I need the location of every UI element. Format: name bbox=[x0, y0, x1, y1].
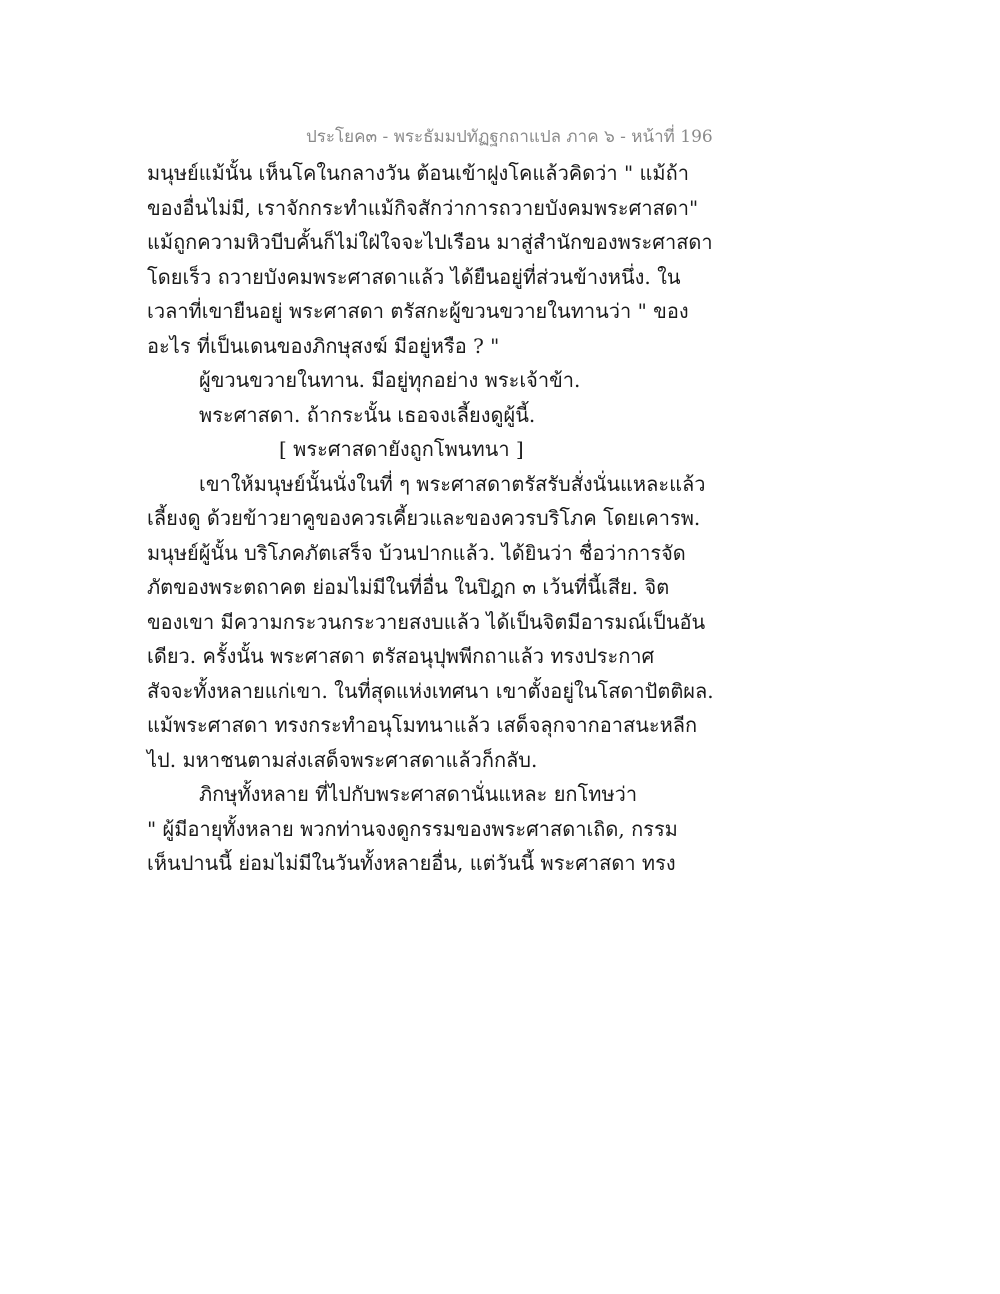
body-text bbox=[147, 156, 714, 881]
text-line: ภัตของพระตถาคต ย่อมไม่มีในที่อื่น ในปิฎก ๓ เว้นที่นี้เสีย. จิต bbox=[147, 575, 670, 599]
section-heading: [ พระศาสดายังถูกโพนทนา ] bbox=[279, 437, 524, 461]
paragraph-first-line: เขาให้มนุษย์นั้นนั่งในที่ ๆ พระศาสดาตรัสรับสั่งนั่นแหละแล้ว bbox=[199, 471, 706, 496]
text-line: มนุษย์แม้นั้น เห็นโคในกลางวัน ต้อนเข้าฝูงโคแล้วคิดว่า " แม้ถ้า bbox=[147, 161, 689, 185]
text-line: เห็นปานนี้ ย่อมไม่มีในวันทั้งหลายอื่น, แต่วันนี้ พระศาสดา ทรง bbox=[147, 851, 676, 875]
text-line: เลี้ยงดู ด้วยข้าวยาคูของควรเคี้ยวและของควรบริโภค โดยเคารพ. bbox=[147, 506, 701, 530]
dialogue-line: พระศาสดา. ถ้ากระนั้น เธอจงเลี้ยงดูผู้นี้. bbox=[199, 402, 536, 427]
text-line: ไป. มหาชนตามส่งเสด็จพระศาสดาแล้วก็กลับ. bbox=[147, 747, 538, 772]
text-line: ของอื่นไม่มี, เราจักกระทำแม้กิจสักว่าการถวายบังคมพระศาสดา" bbox=[147, 195, 699, 220]
text-line: สัจจะทั้งหลายแก่เขา. ในที่สุดแห่งเทศนา เขาตั้งอยู่ในโสดาปัตติผล. bbox=[147, 678, 714, 703]
text-line: โดยเร็ว ถวายบังคมพระศาสดาแล้ว ได้ยืนอยู่ที่ส่วนข้างหนึ่ง. ใน bbox=[147, 264, 681, 289]
paragraph-first-line: ภิกษุทั้งหลาย ที่ไปกับพระศาสดานั่นแหละ ยกโทษว่า bbox=[199, 782, 638, 806]
running-header: ประโยค๓ - พระธัมมปทัฏฐกถาแปล ภาค ๖ - หน้าที่ 196 bbox=[306, 127, 713, 147]
text-line: แม้ถูกความหิวบีบคั้นก็ไม่ใฝ่ใจจะไปเรือน มาสู่สำนักของพระศาสดา bbox=[147, 230, 713, 254]
text-line: อะไร ที่เป็นเดนของภิกษุสงฆ์ มีอยู่หรือ ? " bbox=[147, 333, 500, 358]
text-line: มนุษย์ผู้นั้น บริโภคภัตเสร็จ บ้วนปากแล้ว. ได้ยินว่า ชื่อว่าการจัด bbox=[147, 540, 686, 565]
dialogue-line: ผู้ขวนขวายในทาน. มีอยู่ทุกอย่าง พระเจ้าข้า. bbox=[199, 368, 581, 392]
text-line: ของเขา มีความกระวนกระวายสงบแล้ว ได้เป็นจิตมีอารมณ์เป็นอัน bbox=[147, 609, 706, 634]
text-line: " ผู้มีอายุทั้งหลาย พวกท่านจงดูกรรมของพระศาสดาเถิด, กรรม bbox=[147, 816, 678, 841]
text-line: แม้พระศาสดา ทรงกระทำอนุโมทนาแล้ว เสด็จลุกจากอาสนะหลีก bbox=[147, 713, 698, 737]
text-line: เวลาที่เขายืนอยู่ พระศาสดา ตรัสกะผู้ขวนขวายในทานว่า " ของ bbox=[147, 299, 689, 323]
text-line: เดียว. ครั้งนั้น พระศาสดา ตรัสอนุปุพพีกถาแล้ว ทรงประกาศ bbox=[147, 644, 655, 668]
